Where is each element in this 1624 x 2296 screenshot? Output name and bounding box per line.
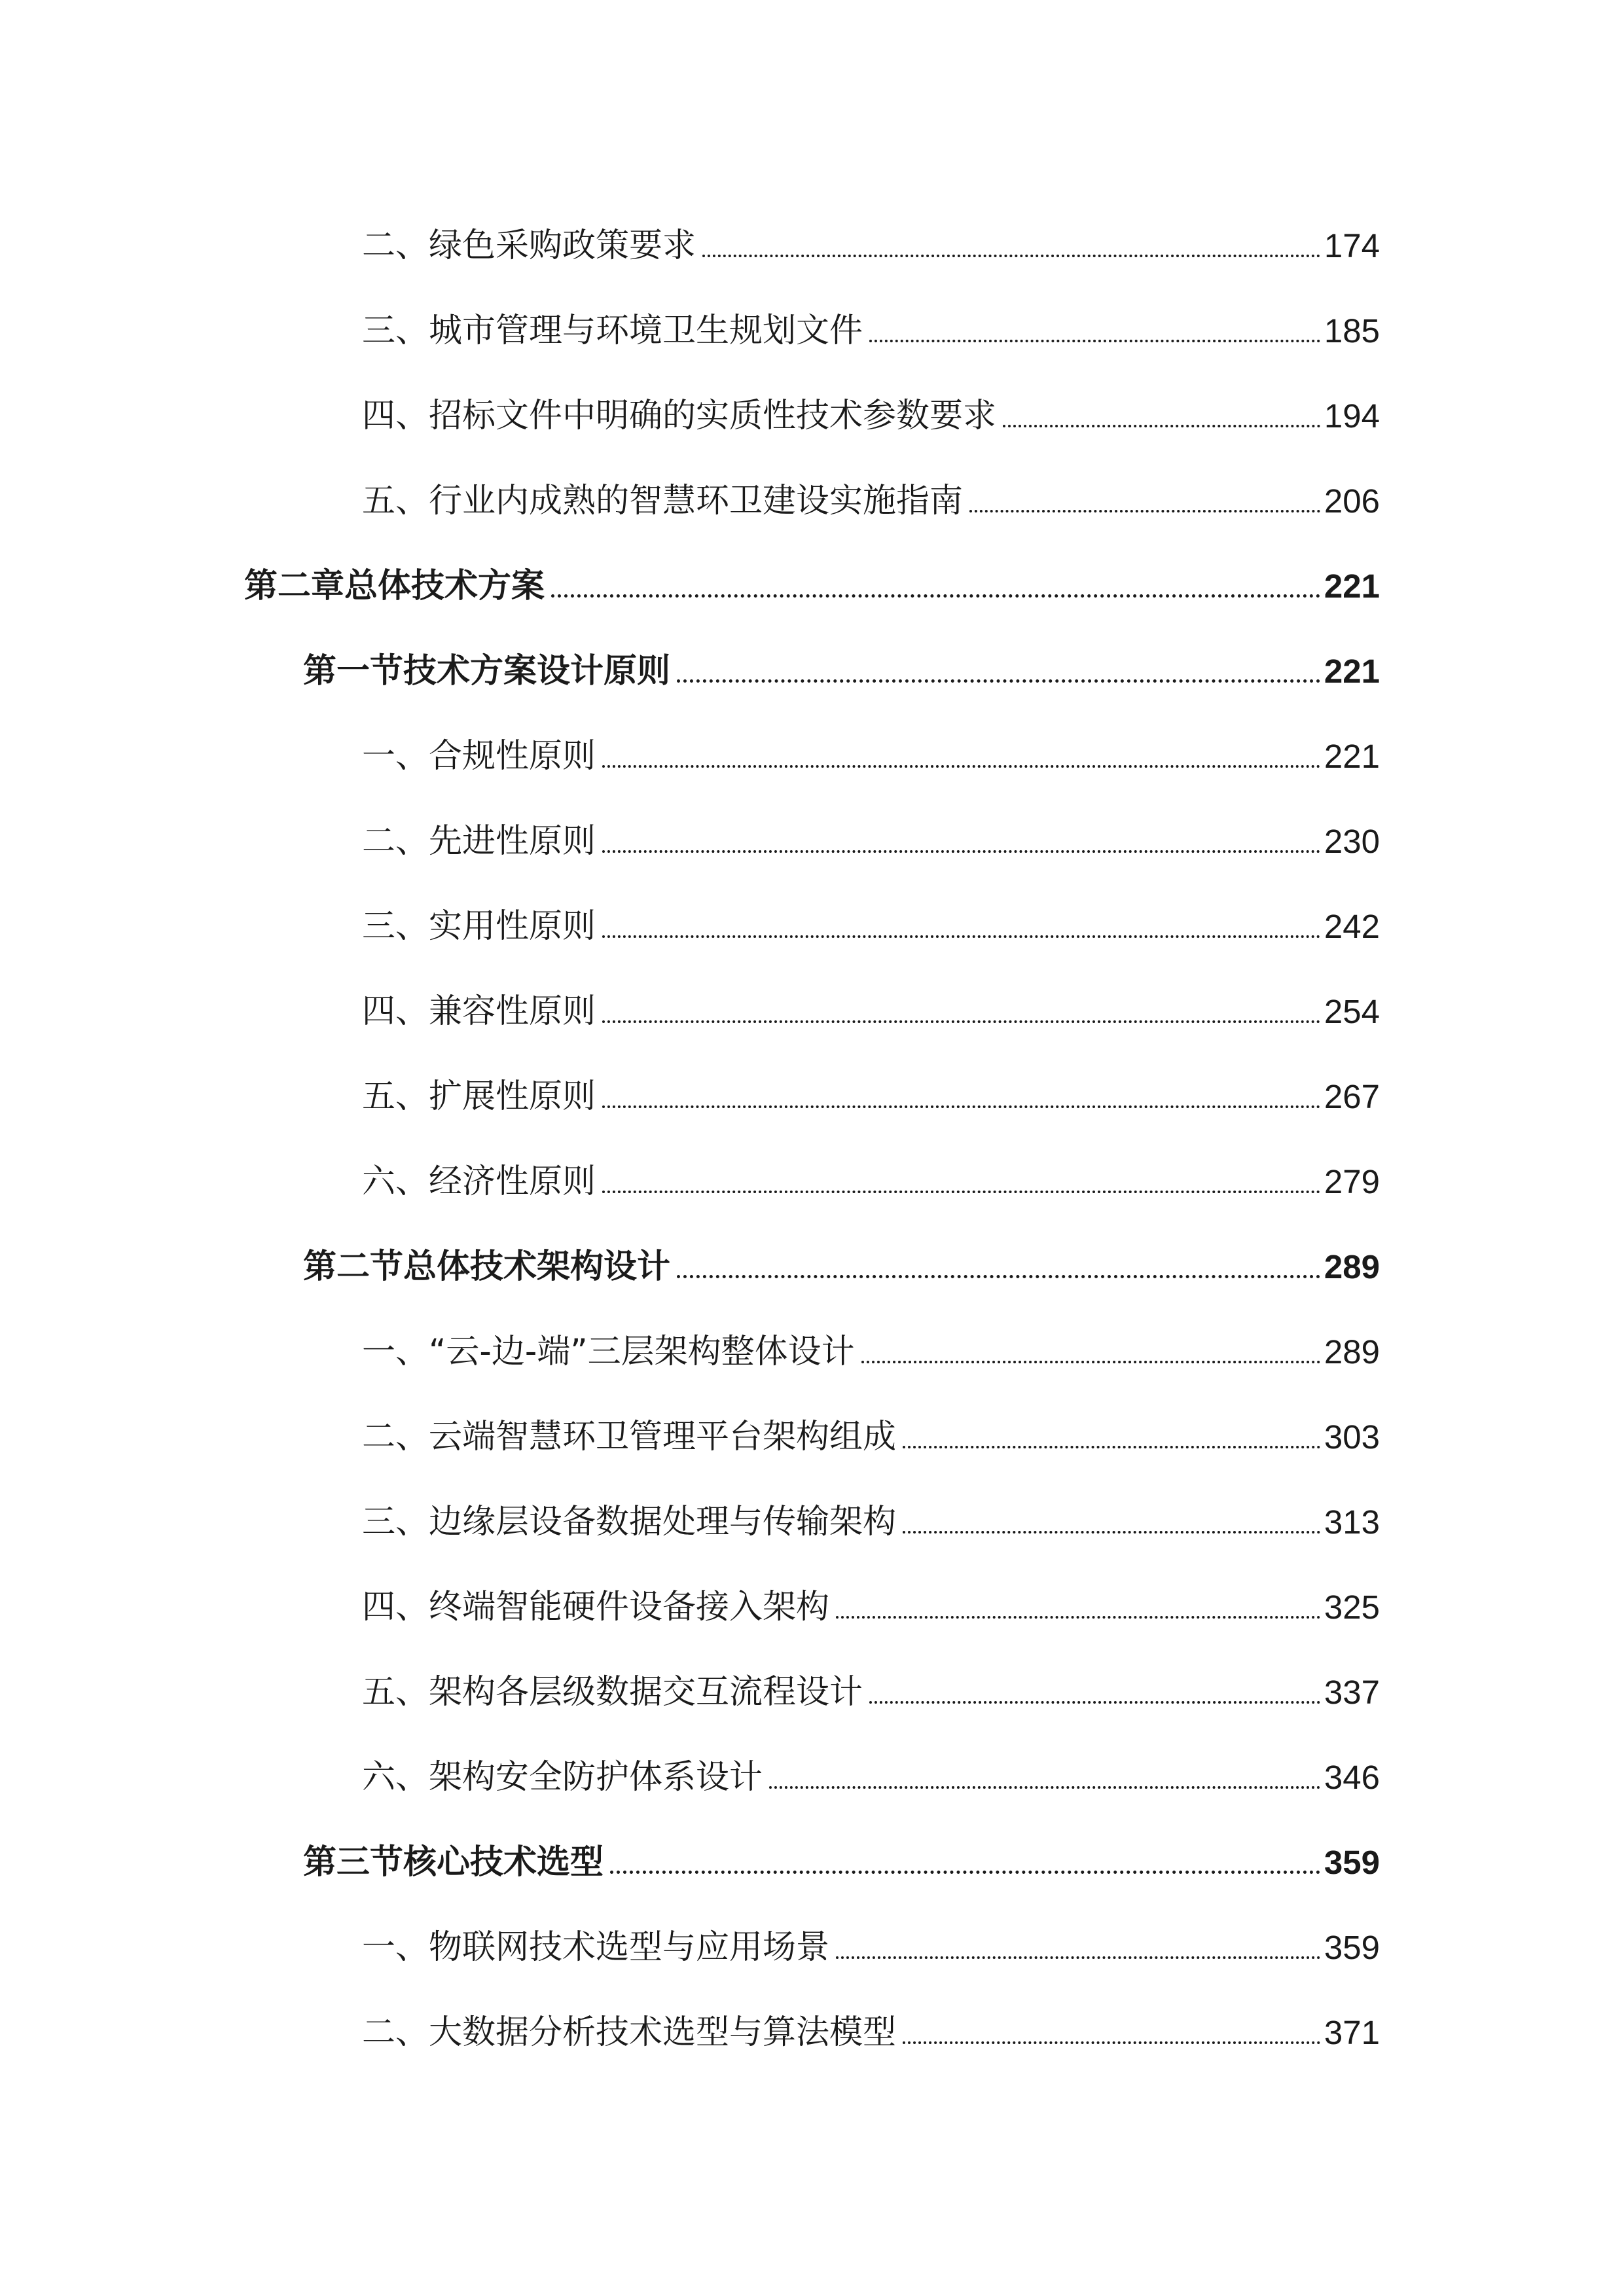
toc-entry-page: 267 <box>1324 1078 1380 1115</box>
toc-entry-title: 第三节核心技术选型 <box>303 1843 604 1882</box>
toc-entry-page: 279 <box>1324 1163 1380 1200</box>
toc-entry-city-planning[interactable] <box>362 298 1380 350</box>
toc-entry-page: 371 <box>1324 2014 1380 2051</box>
toc-entry-terminal-devices[interactable] <box>362 1574 1380 1626</box>
toc-entry-page: 221 <box>1324 653 1380 690</box>
dot-leader <box>677 1275 1320 1278</box>
toc-entry-page: 313 <box>1324 1503 1380 1541</box>
toc-entry-title: 一、合规性原则 <box>362 737 596 776</box>
toc-entry-page: 206 <box>1324 482 1380 520</box>
toc-entry-technical-params[interactable] <box>362 383 1380 435</box>
dot-leader <box>836 1956 1320 1959</box>
toc-entry-edge-layer[interactable] <box>362 1489 1380 1541</box>
toc-entry-section-3[interactable] <box>303 1829 1380 1882</box>
toc-entry-title: 三、实用性原则 <box>362 907 596 946</box>
toc-entry-page: 221 <box>1324 738 1380 775</box>
dot-leader <box>903 1446 1320 1448</box>
toc-entry-green-procurement[interactable] <box>362 213 1380 265</box>
toc-entry-title: 六、架构安全防护体系设计 <box>362 1758 763 1797</box>
dot-leader <box>969 510 1320 512</box>
toc-entry-title: 二、大数据分析技术选型与算法模型 <box>362 2013 897 2052</box>
toc-entry-page: 325 <box>1324 1588 1380 1626</box>
toc-entry-title: 五、架构各层级数据交互流程设计 <box>362 1673 863 1712</box>
toc-entry-title: 一、物联网技术选型与应用场景 <box>362 1928 830 1967</box>
toc-entry-title: 第二章总体技术方案 <box>244 567 545 605</box>
dot-leader <box>602 850 1320 853</box>
toc-entry-security[interactable] <box>362 1744 1380 1797</box>
toc-entry-title: 第一节技术方案设计原则 <box>303 652 671 691</box>
toc-entry-title: 二、先进性原则 <box>362 822 596 861</box>
toc-entry-title: 四、兼容性原则 <box>362 992 596 1031</box>
toc-entry-title: 四、终端智能硬件设备接入架构 <box>362 1588 830 1626</box>
dot-leader <box>869 340 1320 342</box>
toc-entry-compliance[interactable] <box>362 723 1380 776</box>
toc-entry-chapter-2[interactable] <box>244 553 1380 605</box>
toc-entry-title: 第二节总体技术架构设计 <box>303 1247 671 1286</box>
dot-leader <box>702 255 1320 257</box>
toc-entry-page: 303 <box>1324 1418 1380 1456</box>
toc-entry-three-layer-architecture[interactable] <box>362 1319 1380 1371</box>
toc-entry-title: 六、经济性原则 <box>362 1162 596 1201</box>
dot-leader <box>610 1871 1320 1874</box>
dot-leader <box>602 1191 1320 1193</box>
dot-leader <box>769 1786 1320 1789</box>
toc-entry-advancement[interactable] <box>362 808 1380 861</box>
toc-entry-page: 289 <box>1324 1333 1380 1371</box>
toc-entry-title: 二、云端智慧环卫管理平台架构组成 <box>362 1418 897 1456</box>
toc-entry-economy[interactable] <box>362 1149 1380 1201</box>
toc-entry-page: 289 <box>1324 1248 1380 1285</box>
toc-entry-section-2[interactable] <box>303 1234 1380 1286</box>
toc-entry-title: 四、招标文件中明确的实质性技术参数要求 <box>362 397 997 435</box>
toc-entry-data-interaction[interactable] <box>362 1659 1380 1712</box>
toc-entry-page: 194 <box>1324 397 1380 435</box>
toc-entry-page: 359 <box>1324 1844 1380 1881</box>
toc-entry-page: 254 <box>1324 993 1380 1030</box>
toc-entry-page: 359 <box>1324 1929 1380 1966</box>
dot-leader <box>602 1020 1320 1023</box>
dot-leader <box>551 594 1320 598</box>
dot-leader <box>602 765 1320 768</box>
toc-entry-title: 一、“云-边-端”三层架构整体设计 <box>362 1333 855 1371</box>
dot-leader <box>861 1361 1320 1363</box>
dot-leader <box>677 679 1320 683</box>
dot-leader <box>903 1531 1320 1534</box>
toc-entry-page: 337 <box>1324 1674 1380 1711</box>
toc-entry-page: 242 <box>1324 908 1380 945</box>
dot-leader <box>602 935 1320 938</box>
toc-entry-cloud-platform[interactable] <box>362 1404 1380 1456</box>
toc-entry-title: 三、边缘层设备数据处理与传输架构 <box>362 1503 897 1541</box>
toc-entry-page: 230 <box>1324 823 1380 860</box>
toc-entry-title: 五、行业内成熟的智慧环卫建设实施指南 <box>362 482 964 520</box>
toc-entry-scalability[interactable] <box>362 1064 1380 1116</box>
toc-entry-iot-selection[interactable] <box>362 1914 1380 1967</box>
toc-entry-page: 221 <box>1324 567 1380 605</box>
toc-entry-compatibility[interactable] <box>362 978 1380 1031</box>
dot-leader <box>869 1701 1320 1704</box>
toc-entry-page: 346 <box>1324 1759 1380 1796</box>
toc-entry-big-data-selection[interactable] <box>362 2000 1380 2052</box>
toc-entry-implementation-guide[interactable] <box>362 468 1380 520</box>
toc-entry-page: 174 <box>1324 227 1380 264</box>
dot-leader <box>1003 425 1320 427</box>
dot-leader <box>602 1105 1320 1108</box>
toc-entry-practicality[interactable] <box>362 893 1380 946</box>
toc-entry-title: 二、绿色采购政策要求 <box>362 226 696 265</box>
toc-entry-title: 三、城市管理与环境卫生规划文件 <box>362 312 863 350</box>
toc-entry-section-1[interactable] <box>303 638 1380 691</box>
toc-entry-title: 五、扩展性原则 <box>362 1077 596 1116</box>
toc-entry-page: 185 <box>1324 312 1380 350</box>
dot-leader <box>903 2041 1320 2044</box>
dot-leader <box>836 1616 1320 1619</box>
